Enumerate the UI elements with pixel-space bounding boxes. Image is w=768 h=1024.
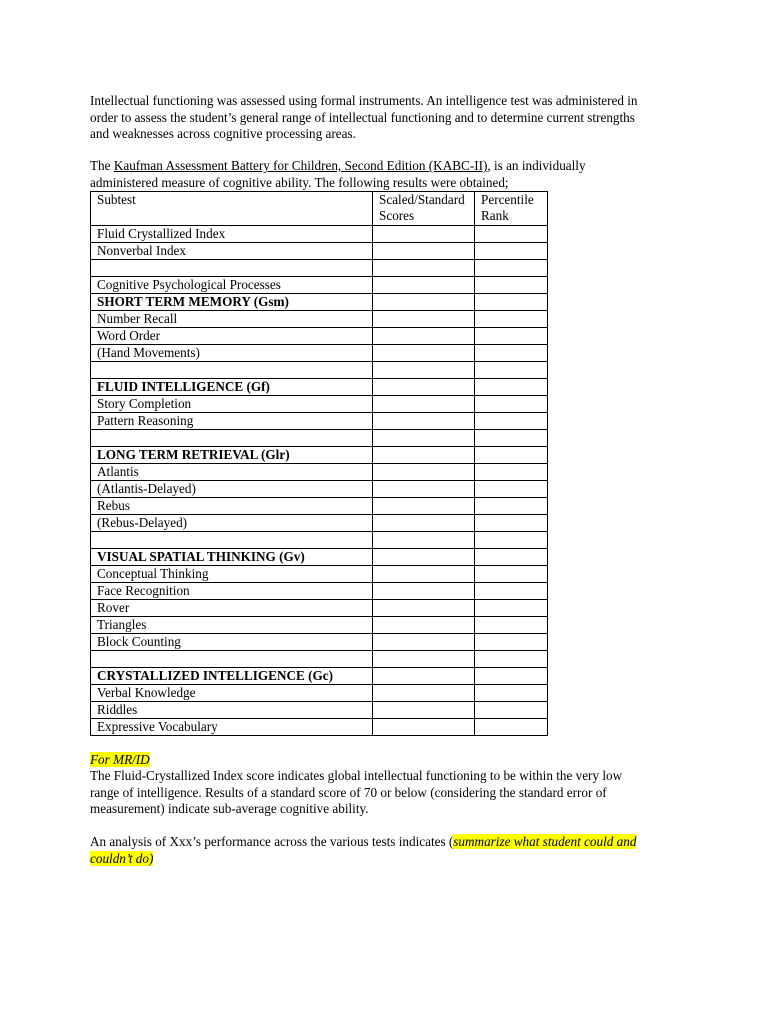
score-cell <box>373 396 475 413</box>
score-cell <box>373 498 475 515</box>
subtest-cell <box>91 260 373 277</box>
score-cell <box>373 600 475 617</box>
score-cell <box>373 379 475 396</box>
score-cell <box>373 277 475 294</box>
percentile-cell <box>475 549 548 566</box>
subtest-cell <box>91 532 373 549</box>
score-cell <box>373 430 475 447</box>
subtest-cell: Pattern Reasoning <box>91 413 373 430</box>
percentile-cell <box>475 685 548 702</box>
subtest-cell: Rover <box>91 600 373 617</box>
percentile-cell <box>475 260 548 277</box>
subtest-cell: Triangles <box>91 617 373 634</box>
table-row <box>91 685 548 702</box>
table-row <box>91 566 548 583</box>
analysis-highlight-2: couldn’t do) <box>90 850 154 866</box>
subtest-cell: Face Recognition <box>91 583 373 600</box>
percentile-cell <box>475 464 548 481</box>
percentile-cell <box>475 396 548 413</box>
table-row <box>91 634 548 651</box>
subtest-cell: Block Counting <box>91 634 373 651</box>
score-cell <box>373 413 475 430</box>
table-row <box>91 668 548 685</box>
score-cell <box>373 532 475 549</box>
intro-line-2: order to assess the student’s general range of intellectual functioning and to determine current strengths <box>90 109 635 125</box>
percentile-cell <box>475 243 548 260</box>
table-row <box>91 328 548 345</box>
percentile-cell <box>475 430 548 447</box>
subtest-cell: Word Order <box>91 328 373 345</box>
table-row <box>91 260 548 277</box>
score-cell <box>373 481 475 498</box>
score-cell <box>373 634 475 651</box>
subtest-cell: Rebus <box>91 498 373 515</box>
subtest-cell <box>91 651 373 668</box>
table-header-row <box>91 192 548 226</box>
table-row <box>91 243 548 260</box>
subtest-cell: Conceptual Thinking <box>91 566 373 583</box>
percentile-cell <box>475 617 548 634</box>
score-cell <box>373 362 475 379</box>
subtest-cell <box>91 430 373 447</box>
table-row <box>91 379 548 396</box>
score-cell <box>373 311 475 328</box>
mrid-paragraph <box>90 768 690 818</box>
percentile-cell <box>475 362 548 379</box>
percentile-cell <box>475 634 548 651</box>
table-row <box>91 464 548 481</box>
scores-table <box>90 191 548 736</box>
percentile-cell <box>475 702 548 719</box>
kabc-test-name: Kaufman Assessment Battery for Children, Second Edition (KABC-II) <box>113 158 488 173</box>
score-cell <box>373 345 475 362</box>
subtest-cell: Fluid Crystallized Index <box>91 226 373 243</box>
table-row <box>91 430 548 447</box>
table-row <box>91 277 548 294</box>
kabc-prefix: The <box>90 158 114 173</box>
table-row <box>91 651 548 668</box>
score-cell <box>373 583 475 600</box>
subtest-cell: (Hand Movements) <box>91 345 373 362</box>
header-percentile-rank: Percentile Rank <box>475 192 548 226</box>
header-subtest: Subtest <box>91 192 373 226</box>
percentile-cell <box>475 719 548 736</box>
score-cell <box>373 702 475 719</box>
score-cell <box>373 668 475 685</box>
score-cell <box>373 294 475 311</box>
score-cell <box>373 617 475 634</box>
subtest-cell: LONG TERM RETRIEVAL (Glr) <box>91 447 373 464</box>
percentile-cell <box>475 413 548 430</box>
percentile-cell <box>475 532 548 549</box>
subtest-cell: CRYSTALLIZED INTELLIGENCE (Gc) <box>91 668 373 685</box>
subtest-cell: Story Completion <box>91 396 373 413</box>
subtest-cell <box>91 362 373 379</box>
table-row <box>91 515 548 532</box>
table-row <box>91 226 548 243</box>
percentile-cell <box>475 583 548 600</box>
score-cell <box>373 651 475 668</box>
percentile-cell <box>475 379 548 396</box>
score-cell <box>373 719 475 736</box>
percentile-cell <box>475 515 548 532</box>
score-cell <box>373 226 475 243</box>
score-cell <box>373 566 475 583</box>
analysis-paragraph <box>90 834 690 867</box>
subtest-cell: Riddles <box>91 702 373 719</box>
table-row <box>91 481 548 498</box>
subtest-cell: (Rebus-Delayed) <box>91 515 373 532</box>
analysis-highlight-1: summarize what student could and <box>453 834 637 849</box>
table-row <box>91 719 548 736</box>
percentile-cell <box>475 481 548 498</box>
percentile-cell <box>475 226 548 243</box>
intro-line-3: and weaknesses across cognitive processing areas. <box>90 126 356 141</box>
percentile-cell <box>475 345 548 362</box>
percentile-cell <box>475 651 548 668</box>
percentile-cell <box>475 447 548 464</box>
subtest-cell: Verbal Knowledge <box>91 685 373 702</box>
mrid-line-3: measurement) indicate sub-average cognitive ability. <box>90 801 369 816</box>
table-row <box>91 413 548 430</box>
subtest-cell: Nonverbal Index <box>91 243 373 260</box>
kabc-paragraph <box>90 158 690 191</box>
score-cell <box>373 685 475 702</box>
table-row <box>91 583 548 600</box>
kabc-suffix: , is an individually <box>487 158 586 173</box>
table-row <box>91 311 548 328</box>
mrid-line-2: range of intelligence. Results of a standard score of 70 or below (considering the standard error of <box>90 784 607 800</box>
table-row <box>91 532 548 549</box>
mrid-label: For MR/ID <box>90 752 150 767</box>
subtest-cell: Atlantis <box>91 464 373 481</box>
table-row <box>91 362 548 379</box>
percentile-cell <box>475 294 548 311</box>
table-row <box>91 447 548 464</box>
percentile-cell <box>475 277 548 294</box>
score-cell <box>373 447 475 464</box>
subtest-cell: SHORT TERM MEMORY (Gsm) <box>91 294 373 311</box>
score-cell <box>373 328 475 345</box>
header-scores: Scaled/Standard Scores <box>373 192 475 226</box>
table-row <box>91 702 548 719</box>
kabc-line-2: administered measure of cognitive ability. The following results were obtained; <box>90 174 509 190</box>
score-cell <box>373 243 475 260</box>
score-cell <box>373 549 475 566</box>
percentile-cell <box>475 668 548 685</box>
intro-paragraph <box>90 93 690 143</box>
subtest-cell: Cognitive Psychological Processes <box>91 277 373 294</box>
score-cell <box>373 464 475 481</box>
percentile-cell <box>475 328 548 345</box>
score-cell <box>373 260 475 277</box>
table-row <box>91 549 548 566</box>
subtest-cell: (Atlantis-Delayed) <box>91 481 373 498</box>
table-row <box>91 600 548 617</box>
table-row <box>91 345 548 362</box>
mrid-line-1: The Fluid-Crystallized Index score indicates global intellectual functioning to be within the very low <box>90 768 623 783</box>
percentile-cell <box>475 600 548 617</box>
subtest-cell: Number Recall <box>91 311 373 328</box>
subtest-cell: FLUID INTELLIGENCE (Gf) <box>91 379 373 396</box>
score-cell <box>373 515 475 532</box>
percentile-cell <box>475 498 548 515</box>
intro-line-1: Intellectual functioning was assessed using formal instruments. An intelligence test was administered in <box>90 93 638 108</box>
table-row <box>91 396 548 413</box>
table-row <box>91 294 548 311</box>
subtest-cell: Expressive Vocabulary <box>91 719 373 736</box>
analysis-text: An analysis of Xxx’s performance across the various tests indicates ( <box>90 834 454 849</box>
percentile-cell <box>475 566 548 583</box>
percentile-cell <box>475 311 548 328</box>
subtest-cell: VISUAL SPATIAL THINKING (Gv) <box>91 549 373 566</box>
table-row <box>91 498 548 515</box>
table-row <box>91 617 548 634</box>
